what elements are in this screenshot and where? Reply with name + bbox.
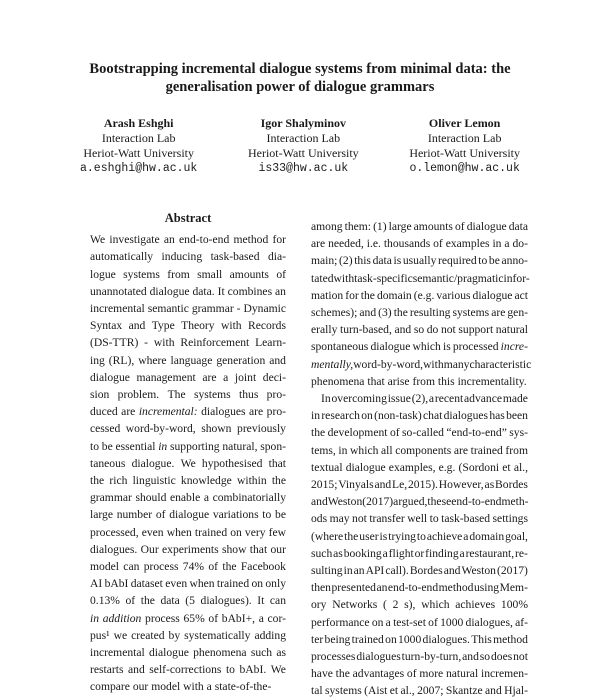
- text-line: mation for the domain (e.g. various dialogue act: [311, 288, 528, 302]
- text-line: AI bAbI dataset even when trained on only: [90, 577, 286, 591]
- intro-body: [311, 218, 532, 700]
- text-line: ory Networks ( 2 s), which achieves 100%: [311, 598, 528, 612]
- text-line: taneous dialogue. We hypothesised that: [90, 456, 286, 470]
- text-line: processes dialogues turn-by-turn, and so does not: [311, 650, 528, 664]
- paper-title: [60, 60, 540, 96]
- text-line: in addition process 65% of bAbI+, a cor-: [90, 611, 286, 625]
- author-institution: Heriot-Watt University: [83, 146, 194, 160]
- text-line: in research on (non-task) chat dialogues has been: [311, 409, 528, 423]
- text-line: main; (2) this data is usually required to be anno-: [311, 254, 528, 268]
- text-line: mentally, word-by-word, with many characteristic: [311, 357, 532, 371]
- text-line: sion problem. The systems thus pro-: [90, 388, 286, 402]
- abstract-heading: Abstract: [164, 211, 212, 225]
- text-line: textual dialogue examples, e.g. (Sordoni et al.,: [311, 460, 528, 474]
- text-line: ods may not transfer well to task-based settings: [311, 512, 528, 526]
- text-line: automatically inducing task-based dia-: [90, 250, 286, 264]
- text-line: and Weston (2017) argued, these end-to-end meth-: [311, 495, 529, 509]
- text-line: incremental semantic grammar - Dynamic: [90, 302, 286, 316]
- text-line: large number of dialogue variations to be: [90, 508, 286, 522]
- text-line: dialogues. Our experiments show that our: [90, 542, 286, 556]
- left-column: [90, 210, 286, 696]
- text-line: (where the user is trying to achieve a domain goal,: [311, 529, 528, 543]
- text-line: ter being trained on 1000 dialogues. This method: [311, 632, 528, 646]
- text-line: model can process 74% of the Facebook: [90, 560, 286, 574]
- text-line: spontaneous dialogue which is processed incre-: [311, 340, 528, 354]
- text-line: unannotated dialogue data. It combines an: [90, 284, 286, 298]
- author-institution: Heriot-Watt University: [247, 146, 359, 160]
- text-line: tems, in which all components are trained from: [311, 443, 528, 457]
- author-email: is33@hw.ac.uk: [258, 162, 349, 175]
- text-line: logue systems from small amounts of: [90, 267, 286, 281]
- text-line: performance on a test-set of 1000 dialogues, af-: [311, 615, 528, 629]
- text-line: to be essential in supporting natural, spon-: [90, 439, 286, 453]
- text-line: (DS-TTR) - with Reinforcement Learn-: [90, 336, 286, 350]
- author-affiliation: Interaction Lab: [427, 131, 502, 145]
- text-line: such as booking a flight or finding a restaurant, re-: [311, 546, 528, 560]
- author-block: [80, 116, 520, 176]
- text-line: among them: (1) large amounts of dialogue data: [311, 220, 528, 233]
- text-line: phenomena that arise from this incrementality.: [311, 374, 527, 388]
- text-line: ing (RL), where language generation and: [90, 353, 286, 367]
- text-line: then presented an end-to-end method using Mem-: [311, 581, 528, 595]
- author-1: [80, 116, 197, 176]
- author-affiliation: Interaction Lab: [101, 131, 176, 145]
- text-line: 2015; Vinyals and Le, 2015). However, as Bordes: [311, 478, 528, 492]
- author-affiliation: Interaction Lab: [266, 131, 341, 145]
- text-line: duced are incremental: dialogues are pro-: [90, 405, 286, 419]
- text-line: cessed word-by-word, shown previously: [90, 422, 286, 436]
- abstract-body: [90, 231, 286, 695]
- text-line: processed, even when trained on very few: [90, 525, 286, 539]
- text-line: dialogue management are a joint deci-: [90, 370, 286, 384]
- text-line: compare our model with a state-of-the-: [90, 680, 272, 694]
- right-column: [311, 218, 532, 700]
- text-line: schemes); and (3) the resulting systems are gen-: [311, 306, 528, 320]
- text-line: the development of so-called “end-to-end” sys-: [311, 426, 528, 440]
- text-line: We investigate an end-to-end method for: [90, 233, 286, 247]
- text-line: grammar should enable a combinatorially: [90, 491, 286, 505]
- author-email: a.eshghi@hw.ac.uk: [80, 162, 198, 175]
- author-name: Arash Eshghi: [103, 116, 174, 130]
- author-2: [248, 116, 359, 176]
- text-line: the rich linguistic knowledge within the: [90, 474, 286, 488]
- author-name: Oliver Lemon: [428, 116, 501, 130]
- text-line: restarts and self-corrections to bAbI. We: [90, 663, 286, 677]
- text-line: are needed, i.e. thousands of examples in a do-: [311, 237, 528, 251]
- text-line: sulting in an API call). Bordes and Weston (2017): [311, 564, 528, 578]
- text-line: tal systems (Aist et al., 2007; Skantze and Hjal-: [311, 684, 528, 698]
- text-line: tated with task-specific semantic/pragmatic infor-: [311, 271, 530, 285]
- author-name: Igor Shalyminov: [260, 116, 347, 130]
- text-line: In overcoming issue (2), a recent advance made: [321, 392, 528, 406]
- text-line: incremental dialogue phenomena such as: [90, 646, 286, 660]
- text-line: Syntax and Type Theory with Records: [90, 319, 286, 333]
- text-line: pus¹ we created by systematically adding: [90, 628, 286, 642]
- author-3: [409, 116, 520, 176]
- text-line: erally turn-based, and so do not support natural: [311, 323, 528, 337]
- title-line-1: Bootstrapping incremental dialogue systems from minimal data: the: [89, 61, 511, 77]
- author-email: o.lemon@hw.ac.uk: [409, 162, 520, 175]
- author-institution: Heriot-Watt University: [409, 146, 520, 160]
- text-line: 0.13% of the data (5 dialogues). It can: [90, 594, 286, 608]
- text-line: have the advantages of more natural incremen-: [311, 667, 528, 681]
- title-line-2: generalisation power of dialogue grammars: [165, 79, 435, 95]
